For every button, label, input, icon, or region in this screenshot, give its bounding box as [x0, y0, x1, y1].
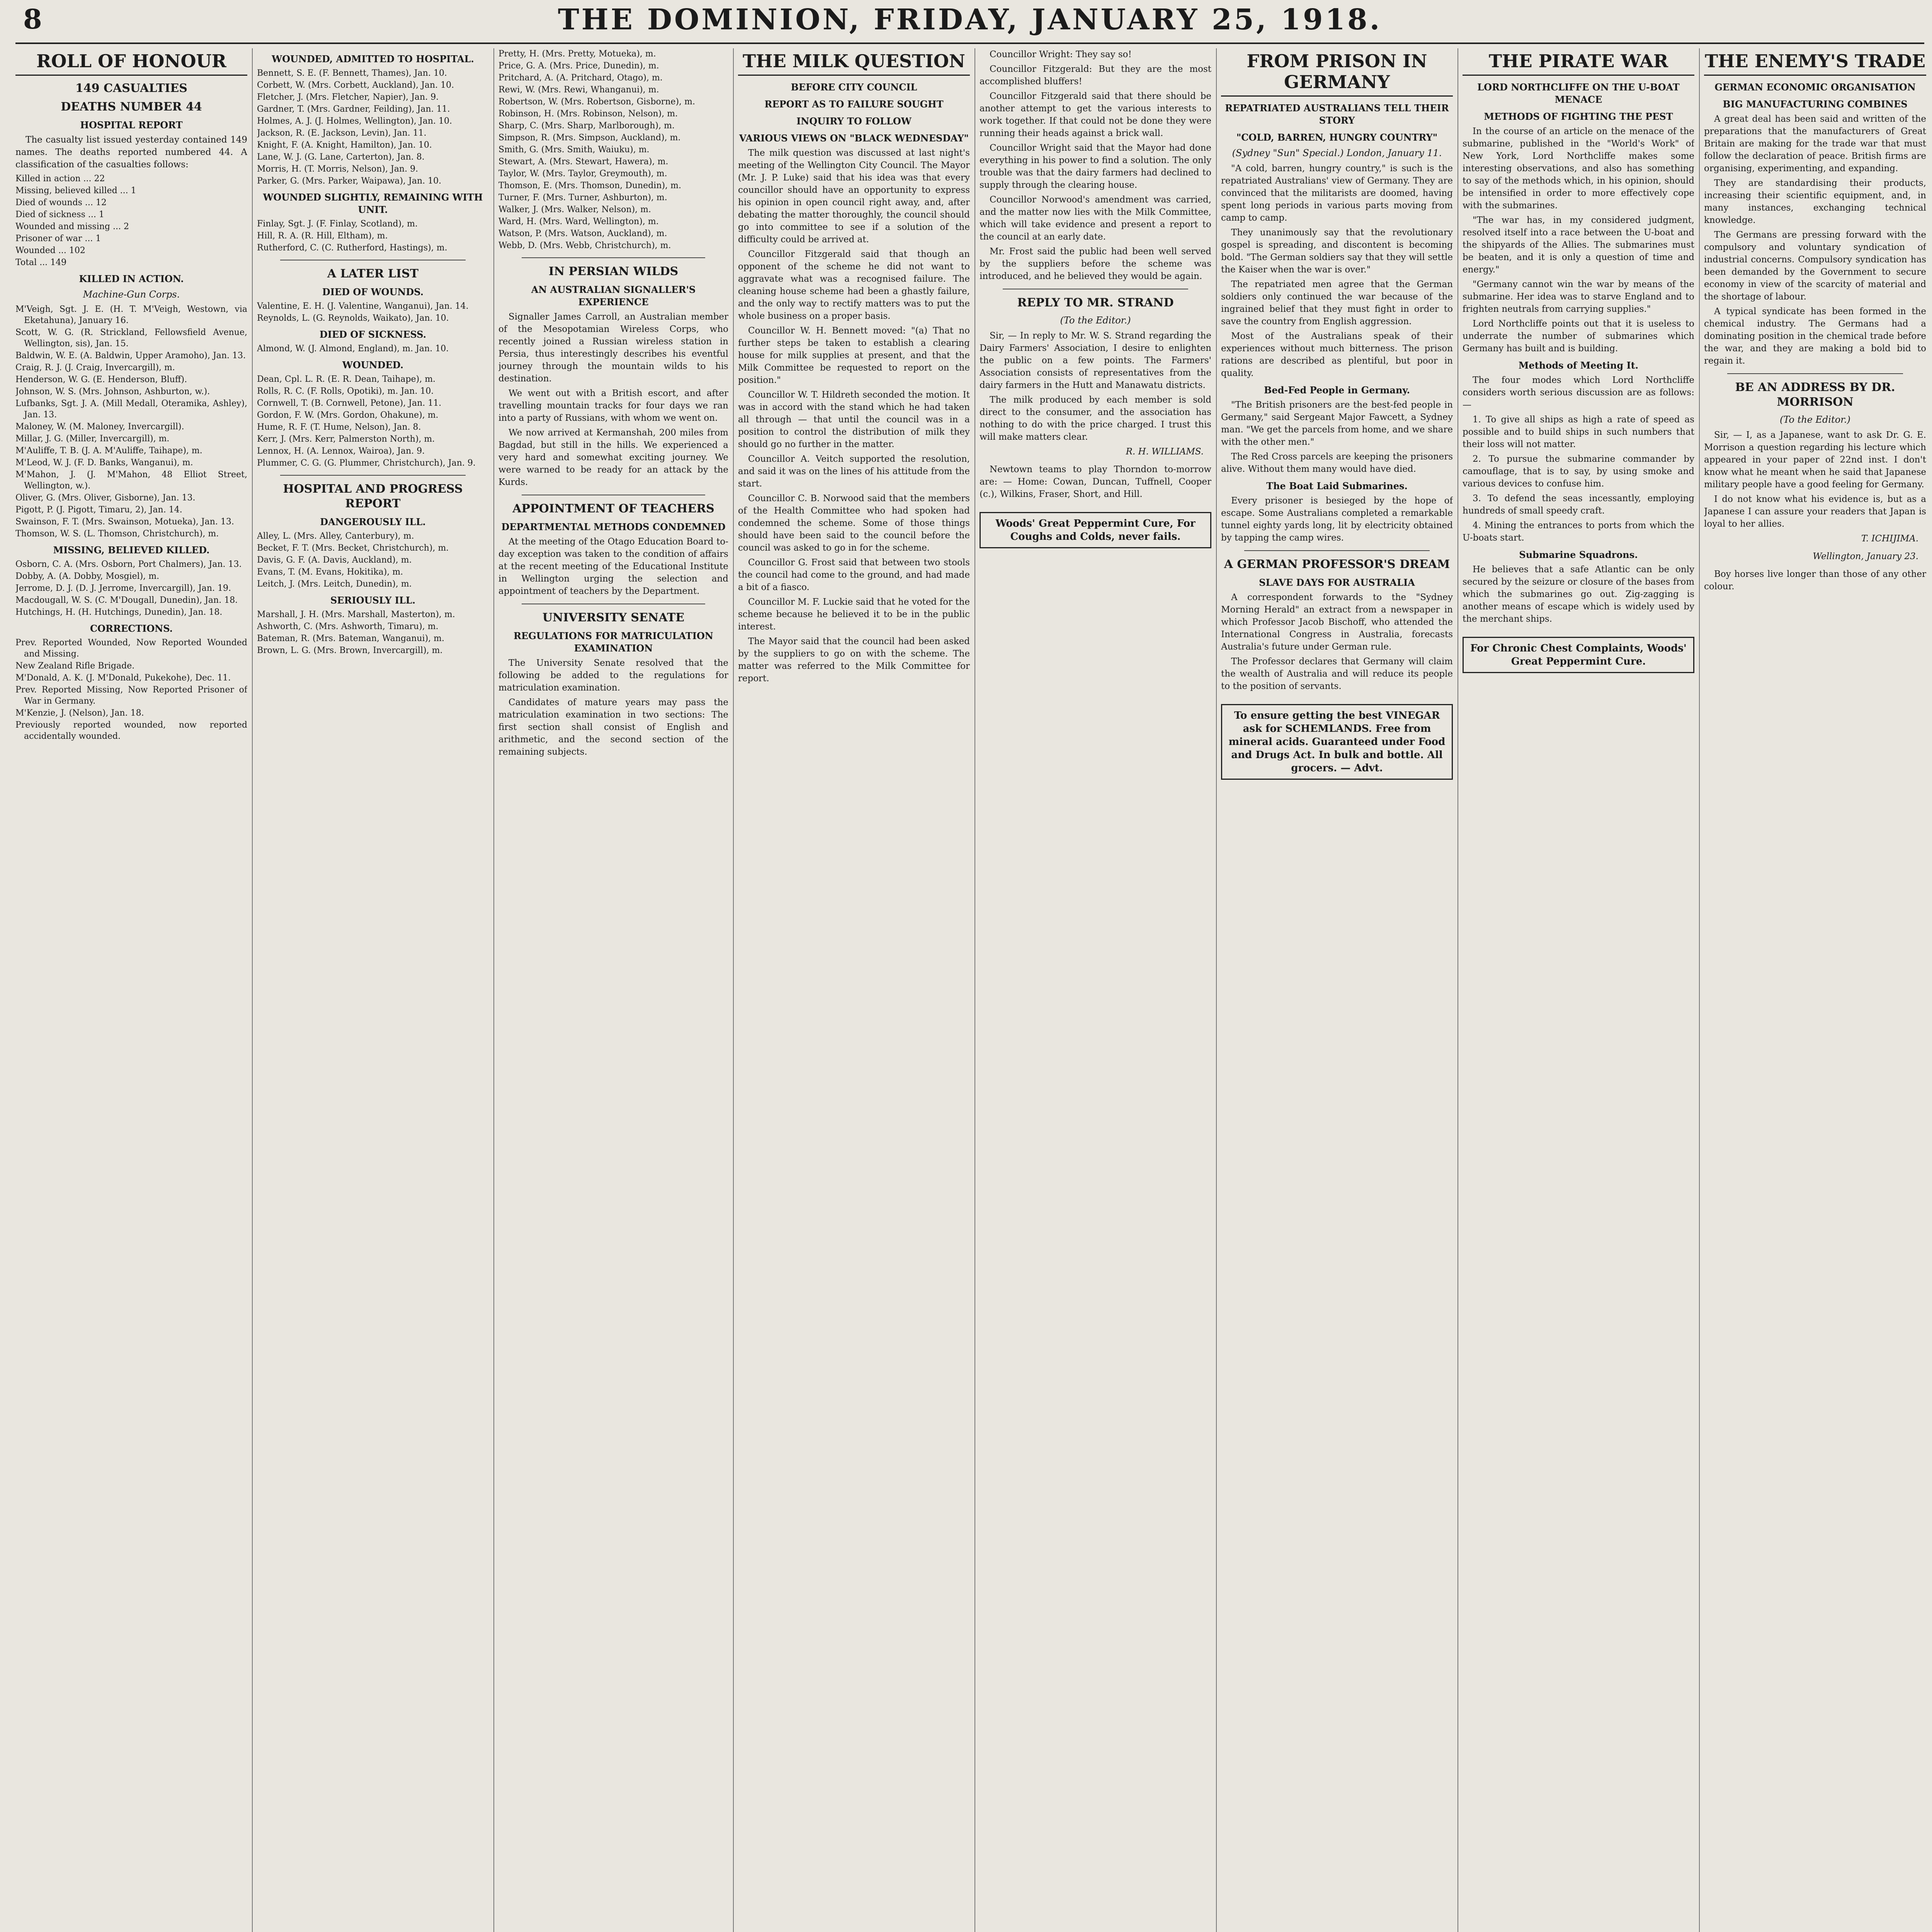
advertisement: For Chronic Chest Complaints, Woods' Great Peppermint Cure.: [1463, 637, 1694, 673]
article-paragraph: Councillor W. T. Hildreth seconded the motion. It was in accord with the stand which he had taken all through — that until the council was in a position to control the distribution of milk they should go no further in the matter.: [738, 390, 970, 449]
list-item: Pretty, H. (Mrs. Pretty, Motueka), m.: [498, 49, 656, 59]
list-item: Sharp, C. (Mrs. Sharp, Marlborough), m.: [498, 121, 675, 131]
article-subhead: "COLD, BARREN, HUNGRY COUNTRY": [1236, 132, 1438, 143]
article-paragraph: Every prisoner is besieged by the hope of escape. Some Australians completed a remarkable tunnel eighty yards long, lit by electricity obtained by tapping the camp wires.: [1221, 496, 1453, 543]
list-item: Thomson, E. (Mrs. Thomson, Dunedin), m.: [498, 181, 681, 190]
article-headline: ROLL OF HONOUR: [15, 51, 247, 76]
article-paragraph: Councillor Norwood's amendment was carried, and the matter now lies with the Milk Committee, which will take evidence and present a report to the council at an early date.: [980, 195, 1211, 242]
notice-paragraph: Newtown teams to play Thorndon to-morrow are: — Home: Cowan, Duncan, Tuffnell, Cooper (c.), Wilkins, Fraser, Short, and Hill.: [980, 464, 1211, 499]
article-headline: APPOINTMENT OF TEACHERS: [512, 502, 714, 515]
article-headline: IN PERSIAN WILDS: [548, 265, 679, 278]
summary-line: Died of wounds ... 12: [15, 198, 107, 207]
section-heading: DANGEROUSLY ILL.: [320, 516, 426, 527]
article-subhead: INQUIRY TO FOLLOW: [796, 116, 912, 127]
article-subhead: DEPARTMENTAL METHODS CONDEMNED: [501, 521, 726, 532]
article-paragraph: A correspondent forwards to the "Sydney Morning Herald" an extract from a newspaper in which Professor Jacob Bischoff, who attended the International Congress in Australia, forecasts Australia's future under German rule.: [1221, 592, 1453, 652]
article-paragraph: Councillor Wright said that the Mayor had done everything in his power to find a solution. The only trouble was that the dairy farmers had declined to supply through the clearing house.: [980, 143, 1211, 190]
article-paragraph: Signaller James Carroll, an Australian member of the Mesopotamian Wireless Corps, who recently joined a Russian wireless station in Persia, thus interestingly describes his eventful journey through the mountain wilds to his destination.: [498, 312, 728, 384]
list-item: Jerrome, D. J. (D. J. Jerrome, Invercargill), Jan. 19.: [15, 583, 231, 593]
list-item: Gordon, F. W. (Mrs. Gordon, Ohakune), m.: [257, 410, 439, 420]
list-item: Leitch, J. (Mrs. Leitch, Dunedin), m.: [257, 579, 412, 589]
section-heading: WOUNDED.: [342, 359, 404, 371]
article-paragraph: The Red Cross parcels are keeping the prisoners alive. Without them many would have died.: [1221, 452, 1453, 474]
column-7: [1463, 48, 1694, 1932]
column-4: [738, 48, 970, 1932]
list-item: Thomson, W. S. (L. Thomson, Christchurch), m.: [15, 529, 219, 539]
casualty-list: [257, 218, 489, 253]
list-item: M'Kenzie, J. (Nelson), Jan. 18.: [15, 708, 144, 718]
list-item: Bateman, R. (Mrs. Bateman, Wanganui), m.: [257, 634, 444, 643]
list-item: Parker, G. (Mrs. Parker, Waipawa), Jan. 10.: [257, 176, 442, 186]
article-paragraph: The Mayor said that the council had been asked by the suppliers to go on with the scheme. The matter was referred to the Milk Committee for report.: [738, 636, 970, 684]
article-paragraph: Candidates of mature years may pass the matriculation examination in two sections: The first section shall consist of English and arithmetic, and the second section of the remaining subjects.: [498, 697, 728, 757]
list-item: Robinson, H. (Mrs. Robinson, Nelson), m.: [498, 109, 678, 119]
article-paragraph: I do not know what his evidence is, but as a Japanese I can assure your readers that Japan is loyal to her allies.: [1704, 494, 1926, 529]
article-paragraph: Councillor Fitzgerald: But they are the most accomplished bluffers!: [980, 64, 1211, 87]
article-headline: HOSPITAL AND PROGRESS REPORT: [283, 482, 463, 510]
article-paragraph: 4. Mining the entrances to ports from which the U-boats start.: [1463, 520, 1694, 543]
article-paragraph: Sir, — I, as a Japanese, want to ask Dr. G. E. Morrison a question regarding his lecture which appeared in your paper of 22nd inst. I don't know what he meant when he said that Japanese military people have a good feeling for Germany.: [1704, 430, 1926, 490]
article-paragraph: They unanimously say that the revolutionary gospel is spreading, and discontent is becoming bold. "The German soldiers say that they will settle the Kaiser when the war is over.": [1221, 228, 1453, 275]
article-paragraph: "The British prisoners are the best-fed people in Germany," said Sergeant Major Fawcett, a Sydney man. "We get the parcels from home, and we share with the other men.": [1221, 400, 1453, 447]
article-headline: FROM PRISON IN GERMANY: [1221, 51, 1453, 97]
section-heading: Submarine Squadrons.: [1519, 549, 1638, 560]
article-subhead: REPORT AS TO FAILURE SOUGHT: [764, 99, 944, 110]
column-1: [15, 48, 247, 1932]
summary-line: Prisoner of war ... 1: [15, 234, 101, 243]
list-item: Rolls, R. C. (F. Rolls, Opotiki), m. Jan. 10.: [257, 386, 434, 396]
list-item: Hutchings, H. (H. Hutchings, Dunedin), Jan. 18.: [15, 607, 223, 617]
advertisement: Woods' Great Peppermint Cure, For Coughs and Colds, never fails.: [980, 512, 1211, 548]
list-item: Pigott, P. (J. Pigott, Timaru, 2), Jan. 14.: [15, 505, 182, 515]
article-paragraph: "Germany cannot win the war by means of the submarine. Her idea was to starve England and to frighten neutrals from carrying supplies.": [1463, 279, 1694, 314]
article-paragraph: In the course of an article on the menace of the submarine, published in the "World's Work" of New York, Lord Northcliffe makes some interesting observations, and also has something to say of the methods which, in his opinion, should be intensified in order to more effectively cope with the submarines.: [1463, 126, 1694, 211]
article-paragraph: Councillor Wright: They say so!: [990, 49, 1132, 60]
unit-heading: Machine-Gun Corps.: [83, 289, 180, 300]
list-item: Smith, G. (Mrs. Smith, Waiuku), m.: [498, 145, 650, 155]
list-item: Marshall, J. H. (Mrs. Marshall, Masterton), m.: [257, 610, 455, 619]
list-item: Evans, T. (M. Evans, Hokitika), m.: [257, 567, 403, 577]
column-8: [1704, 48, 1926, 1932]
list-item: Macdougall, W. S. (C. M'Dougall, Dunedin), Jan. 18.: [15, 595, 238, 605]
summary-line: Killed in action ... 22: [15, 174, 105, 184]
list-item: Webb, D. (Mrs. Webb, Christchurch), m.: [498, 241, 671, 250]
article-paragraph: The Professor declares that Germany will claim the wealth of Australia and will reduce its people to the position of servants.: [1221, 656, 1453, 691]
list-item: Fletcher, J. (Mrs. Fletcher, Napier), Jan. 9.: [257, 92, 439, 102]
list-item: Corbett, W. (Mrs. Corbett, Auckland), Jan. 10.: [257, 80, 454, 90]
divider: [1244, 550, 1430, 551]
casualty-summary: [15, 173, 247, 268]
list-item: Baldwin, W. E. (A. Baldwin, Upper Aramoho), Jan. 13.: [15, 351, 246, 361]
article-subhead: BIG MANUFACTURING COMBINES: [1723, 99, 1908, 110]
list-item: M'Donald, A. K. (J. M'Donald, Pukekohe), Dec. 11.: [15, 673, 231, 683]
article-paragraph: The casualty list issued yesterday contained 149 names. The deaths reported numbered 44. A classification of the casualties follows:: [15, 135, 247, 170]
list-item: Knight, F. (A. Knight, Hamilton), Jan. 10.: [257, 140, 432, 150]
article-subhead: VARIOUS VIEWS ON "BLACK WEDNESDAY": [739, 133, 969, 144]
divider: [1727, 373, 1903, 374]
article-paragraph: 2. To pursue the submarine commander by camouflage, that is to say, by using smoke and various devices to confuse him.: [1463, 454, 1694, 489]
list-item: New Zealand Rifle Brigade.: [15, 661, 135, 671]
column-rule: [1699, 48, 1700, 1932]
list-item: Walker, J. (Mrs. Walker, Nelson), m.: [498, 205, 651, 214]
list-item: Scott, W. G. (R. Strickland, Fellowsfield Avenue, Wellington, sis), Jan. 15.: [15, 328, 247, 349]
column-rule: [733, 48, 734, 1932]
article-subhead: SLAVE DAYS FOR AUSTRALIA: [1259, 577, 1415, 588]
masthead-title: THE DOMINION, FRIDAY, JANUARY 25, 1918.: [558, 3, 1382, 36]
article-paragraph: Sir, — In reply to Mr. W. S. Strand regarding the Dairy Farmers' Association, I desire to enlighten the public on a few points. The Farmers' Association consists of representatives from the dairy farmers in the Hutt and Manawatu districts.: [980, 331, 1211, 390]
list-item: Watson, P. (Mrs. Watson, Auckland), m.: [498, 229, 667, 238]
section-heading: WOUNDED SLIGHTLY, REMAINING WITH UNIT.: [263, 192, 483, 215]
summary-line: Total ... 149: [15, 258, 67, 267]
list-item: Valentine, E. H. (J. Valentine, Wanganui), Jan. 14.: [257, 301, 469, 311]
list-item: Dean, Cpl. L. R. (E. R. Dean, Taihape), m.: [257, 374, 436, 384]
page-number: 8: [23, 3, 42, 35]
list-item: M'Leod, W. J. (F. D. Banks, Wanganui), m.: [15, 458, 193, 468]
article-headline: THE MILK QUESTION: [738, 51, 970, 76]
column-2: [257, 48, 489, 1932]
article-paragraph: At the meeting of the Otago Education Board to-day exception was taken to the condition of affairs at the recent meeting of the Educational Institute in Wellington urging the selection and appointment of teachers by the Department.: [498, 537, 728, 596]
article-paragraph: Boy horses live longer than those of any other colour.: [1704, 569, 1926, 592]
article-subhead: AN AUSTRALIAN SIGNALLER'S EXPERIENCE: [531, 284, 696, 308]
list-item: Holmes, A. J. (J. Holmes, Wellington), Jan. 10.: [257, 116, 452, 126]
section-heading: DIED OF SICKNESS.: [319, 329, 427, 340]
article-paragraph: Councillor C. B. Norwood said that the members of the Health Committee who had spoken had condemned the scheme. Some of those things should have been said to the council before the council was asked to go in for the scheme.: [738, 493, 970, 553]
list-item: Cornwell, T. (B. Cornwell, Petone), Jan. 11.: [257, 398, 442, 408]
list-item: Kerr, J. (Mrs. Kerr, Palmerston North), m.: [257, 434, 435, 444]
list-item: Taylor, W. (Mrs. Taylor, Greymouth), m.: [498, 169, 667, 179]
divider: [522, 257, 705, 258]
list-item: Lane, W. J. (G. Lane, Carterton), Jan. 8.: [257, 152, 425, 162]
casualty-list: [257, 609, 489, 656]
article-subhead: LORD NORTHCLIFFE ON THE U-BOAT MENACE: [1477, 82, 1680, 105]
list-item: Swainson, F. T. (Mrs. Swainson, Motueka), Jan. 13.: [15, 517, 234, 527]
list-item: Gardner, T. (Mrs. Gardner, Feilding), Jan. 11.: [257, 104, 450, 114]
article-headline: THE ENEMY'S TRADE: [1704, 51, 1926, 76]
summary-line: Wounded ... 102: [15, 246, 85, 255]
casualty-list: [15, 304, 247, 539]
list-item: M'Auliffe, T. B. (J. A. M'Auliffe, Taihape), m.: [15, 446, 202, 456]
section-heading: MISSING, BELIEVED KILLED.: [53, 544, 210, 556]
list-item: Plummer, C. G. (G. Plummer, Christchurch), Jan. 9.: [257, 458, 476, 468]
column-rule: [1216, 48, 1217, 1932]
list-item: Brown, L. G. (Mrs. Brown, Invercargill), m.: [257, 646, 443, 655]
article-subhead: HOSPITAL REPORT: [80, 119, 183, 131]
article-subhead: GERMAN ECONOMIC ORGANISATION: [1714, 82, 1916, 93]
article-headline: A LATER LIST: [327, 267, 419, 281]
letter-subhead: (To the Editor.): [1060, 315, 1131, 326]
list-item: Prev. Reported Missing, Now Reported Prisoner of War in Germany.: [15, 685, 247, 706]
article-headline: THE PIRATE WAR: [1463, 51, 1694, 76]
casualty-list: [498, 48, 728, 251]
section-heading: Bed-Fed People in Germany.: [1264, 384, 1410, 396]
article-paragraph: Councillor Fitzgerald said that though an opponent of the scheme he did not want to aggravate what was a recognised failure. The cleaning house scheme had been a ghastly failure, and the only way to rectify matters was to put the whole business on a proper basis.: [738, 249, 970, 321]
list-item: Millar, J. G. (Miller, Invercargill), m.: [15, 434, 170, 444]
masthead: [15, 0, 1924, 44]
list-item: Dobby, A. (A. Dobby, Mosgiel), m.: [15, 571, 160, 581]
article-paragraph: Councillor Fitzgerald said that there should be another attempt to get the various interests to work together. If that could not be done they were running their heads against a brick wall.: [980, 91, 1211, 138]
list-item: Rutherford, C. (C. Rutherford, Hastings), m.: [257, 243, 447, 253]
casualty-list: [257, 68, 489, 187]
list-item: Johnson, W. S. (Mrs. Johnson, Ashburton, w.).: [15, 387, 210, 396]
article-headline: A GERMAN PROFESSOR'S DREAM: [1224, 558, 1450, 571]
summary-line: Wounded and missing ... 2: [15, 222, 129, 231]
casualty-list: [257, 374, 489, 469]
article-paragraph: A typical syndicate has been formed in the chemical industry. The Germans had a dominating position in the chemical trade before the war, and they are making a bold bid to regain it.: [1704, 306, 1926, 366]
article-paragraph: The four modes which Lord Northcliffe considers worth serious discussion are as follows: —: [1463, 375, 1694, 410]
article-subhead: REPATRIATED AUSTRALIANS TELL THEIR STORY: [1225, 102, 1449, 126]
summary-line: Died of sickness ... 1: [15, 210, 104, 219]
article-paragraph: Councillor M. F. Luckie said that he voted for the scheme because he believed it to be in the public interest.: [738, 597, 970, 632]
list-item: Lufbanks, Sgt. J. A. (Mill Medall, Oteramika, Ashley), Jan. 13.: [15, 399, 247, 420]
article-subhead: 149 CASUALTIES: [75, 82, 187, 95]
article-paragraph: The University Senate resolved that the following be added to the regulations for matriculation examination.: [498, 658, 728, 693]
divider: [280, 475, 466, 476]
list-item: Hume, R. F. (T. Hume, Nelson), Jan. 8.: [257, 422, 421, 432]
casualty-list: [257, 343, 489, 354]
list-item: Turner, F. (Mrs. Turner, Ashburton), m.: [498, 193, 667, 202]
article-paragraph: The milk produced by each member is sold direct to the consumer, and the association has nothing to do with the price charged. I trust this will make matters clear.: [980, 395, 1211, 442]
article-subhead: BEFORE CITY COUNCIL: [791, 82, 917, 93]
list-item: Lennox, H. (A. Lennox, Wairoa), Jan. 9.: [257, 446, 425, 456]
article-paragraph: We now arrived at Kermanshah, 200 miles from Bagdad, but still in the hills. We experienced a very hard and somewhat exciting journey. We were warned to be ready for an attack by the Kurds.: [498, 428, 728, 487]
article-paragraph: The milk question was discussed at last night's meeting of the Wellington City Council. The Mayor (Mr. J. P. Luke) said that his idea was that every councillor should have an opportunity to express his opinion in open council right away, and, after debating the matter thoroughly, the council should go into committee to see if a solution of the difficulty could be arrived at.: [738, 148, 970, 245]
list-item: Robertson, W. (Mrs. Robertson, Gisborne), m.: [498, 97, 695, 107]
letter-subhead: (To the Editor.): [1780, 414, 1850, 425]
list-item: Simpson, R. (Mrs. Simpson, Auckland), m.: [498, 133, 681, 143]
list-item: Pritchard, A. (A. Pritchard, Otago), m.: [498, 73, 663, 83]
casualty-list: [257, 301, 489, 324]
list-item: Rewi, W. (Mrs. Rewi, Whanganui), m.: [498, 85, 659, 95]
list-item: Alley, L. (Mrs. Alley, Canterbury), m.: [257, 531, 414, 541]
summary-line: Missing, believed killed ... 1: [15, 186, 136, 196]
letter-headline: BE AN ADDRESS BY DR. MORRISON: [1735, 381, 1895, 409]
article-paragraph: Lord Northcliffe points out that it is useless to underrate the number of submarines which Germany has built and is building.: [1463, 319, 1694, 354]
article-subhead: REGULATIONS FOR MATRICULATION EXAMINATION: [514, 630, 713, 654]
column-rule: [493, 48, 494, 1932]
article-paragraph: Councillor G. Frost said that between two stools the council had come to the ground, and had made a bit of a fiasco.: [738, 558, 970, 592]
letter-headline: REPLY TO MR. STRAND: [1017, 296, 1174, 310]
list-item: Davis, G. F. (A. Davis, Auckland), m.: [257, 555, 412, 565]
article-paragraph: 3. To defend the seas incessantly, employing hundreds of small speedy craft.: [1463, 493, 1694, 516]
list-item: M'Veigh, Sgt. J. E. (H. T. M'Veigh, Westown, via Eketahuna), January 16.: [15, 304, 247, 325]
column-5: [980, 48, 1211, 1932]
article-paragraph: He believes that a safe Atlantic can be only secured by the seizure or closure of the bases from which the submarines go out. Zig-zagging is another means of escape which is widely used by the merchant ships.: [1463, 565, 1694, 624]
article-paragraph: Councillor A. Veitch supported the resolution, and said it was on the lines of his attitude from the start.: [738, 454, 970, 489]
section-heading: Methods of Meeting It.: [1518, 360, 1639, 371]
list-item: Prev. Reported Wounded, Now Reported Wounded and Missing.: [15, 638, 247, 659]
column-3: [498, 48, 728, 1932]
list-item: Stewart, A. (Mrs. Stewart, Hawera), m.: [498, 157, 668, 167]
list-item: Ward, H. (Mrs. Ward, Wellington), m.: [498, 217, 659, 226]
list-item: Finlay, Sgt. J. (F. Finlay, Scotland), m.: [257, 219, 418, 229]
article-subhead: DEATHS NUMBER 44: [61, 100, 202, 114]
list-item: Almond, W. (J. Almond, England), m. Jan. 10.: [257, 344, 449, 354]
list-item: Becket, F. T. (Mrs. Becket, Christchurch), m.: [257, 543, 449, 553]
dateline: (Sydney "Sun" Special.) London, January 11.: [1232, 148, 1442, 158]
section-heading: KILLED IN ACTION.: [79, 273, 184, 284]
article-paragraph: Councillor W. H. Bennett moved: "(a) That no further steps be taken to establish a clearing house for milk supplies at present, and that the Milk Committee be requested to report on the position.": [738, 326, 970, 385]
section-heading: CORRECTIONS.: [90, 623, 173, 634]
column-6: [1221, 48, 1453, 1932]
letter-signature: T. ICHIJIMA.: [1861, 534, 1918, 544]
corrections-list: [15, 637, 247, 742]
article-paragraph: They are standardising their products, increasing their scientific equipment, and, in many instances, exchanging technical knowledge.: [1704, 178, 1926, 225]
list-item: M'Mahon, J. (J. M'Mahon, 48 Elliot Street, Wellington, w.).: [15, 470, 247, 491]
list-item: Jackson, R. (E. Jackson, Levin), Jan. 11.: [257, 128, 427, 138]
article-paragraph: "The war has, in my considered judgment, resolved itself into a race between the U-boat and the shipyards of the Allies. The submarines must be beaten, and it is only a question of time and energy.": [1463, 215, 1694, 275]
section-heading: SERIOUSLY ILL.: [330, 595, 416, 606]
section-heading: WOUNDED, ADMITTED TO HOSPITAL.: [272, 53, 474, 65]
article-paragraph: "A cold, barren, hungry country," is such is the repatriated Australians' view of Germany. They are convinced that the militarists are doomed, having spent long periods in various parts moving from camp to camp.: [1221, 163, 1453, 223]
article-paragraph: Mr. Frost said the public had been well served by the suppliers before the scheme was introduced, and he believed they would be again.: [980, 247, 1211, 281]
article-paragraph: The Germans are pressing forward with the compulsory and voluntary syndication of industrial concerns. Compulsory syndication has been demanded by the Government to secure economy in view of the scarcity of material and the shortage of labour.: [1704, 230, 1926, 302]
section-heading: DIED OF WOUNDS.: [322, 286, 424, 298]
list-item: Hill, R. A. (R. Hill, Eltham), m.: [257, 231, 388, 241]
article-paragraph: Most of the Australians speak of their experiences without much bitterness. The prison rations are described as plentiful, but poor in quality.: [1221, 331, 1453, 378]
article-paragraph: 1. To give all ships as high a rate of speed as possible and to build ships in such numbers that their loss will not matter.: [1463, 415, 1694, 449]
list-item: Morris, H. (T. Morris, Nelson), Jan. 9.: [257, 164, 418, 174]
casualty-list: [15, 559, 247, 618]
list-item: Henderson, W. G. (E. Henderson, Bluff).: [15, 375, 187, 384]
article-subhead: METHODS OF FIGHTING THE PEST: [1484, 111, 1673, 122]
section-heading: The Boat Laid Submarines.: [1266, 480, 1408, 492]
advertisement: To ensure getting the best VINEGAR ask for SCHEMLANDS. Free from mineral acids. Guaranteed under Food and Drugs Act. In bulk and bottle. All grocers. — Advt.: [1221, 704, 1453, 780]
letter-place: Wellington, January 23.: [1813, 551, 1918, 561]
list-item: Craig, R. J. (J. Craig, Invercargill), m.: [15, 363, 175, 372]
list-item: Oliver, G. (Mrs. Oliver, Gisborne), Jan. 13.: [15, 493, 196, 503]
list-item: Maloney, W. (M. Maloney, Invercargill).: [15, 422, 184, 432]
list-item: Ashworth, C. (Mrs. Ashworth, Timaru), m.: [257, 622, 439, 631]
list-item: Reynolds, L. (G. Reynolds, Waikato), Jan. 10.: [257, 313, 449, 323]
article-paragraph: A great deal has been said and written of the preparations that the manufacturers of Great Britain are making for the trade war that must follow the declaration of peace. British firms are organising, experimenting, and expanding.: [1704, 114, 1926, 173]
list-item: Osborn, C. A. (Mrs. Osborn, Port Chalmers), Jan. 13.: [15, 560, 242, 569]
article-headline: UNIVERSITY SENATE: [542, 611, 685, 624]
article-paragraph: We went out with a British escort, and after travelling mountain tracks for four days we ran into a party of Russians, with whom we went on.: [498, 388, 728, 423]
list-item: Previously reported wounded, now reported accidentally wounded.: [15, 720, 247, 741]
list-item: Price, G. A. (Mrs. Price, Dunedin), m.: [498, 61, 659, 71]
letter-signature: R. H. WILLIAMS.: [1126, 447, 1204, 457]
column-rule: [252, 48, 253, 1932]
list-item: Bennett, S. E. (F. Bennett, Thames), Jan. 10.: [257, 68, 447, 78]
article-paragraph: The repatriated men agree that the German soldiers only continued the war because of the ingrained belief that they must fight in order to save the country from English aggression.: [1221, 279, 1453, 327]
casualty-list: [257, 531, 489, 590]
